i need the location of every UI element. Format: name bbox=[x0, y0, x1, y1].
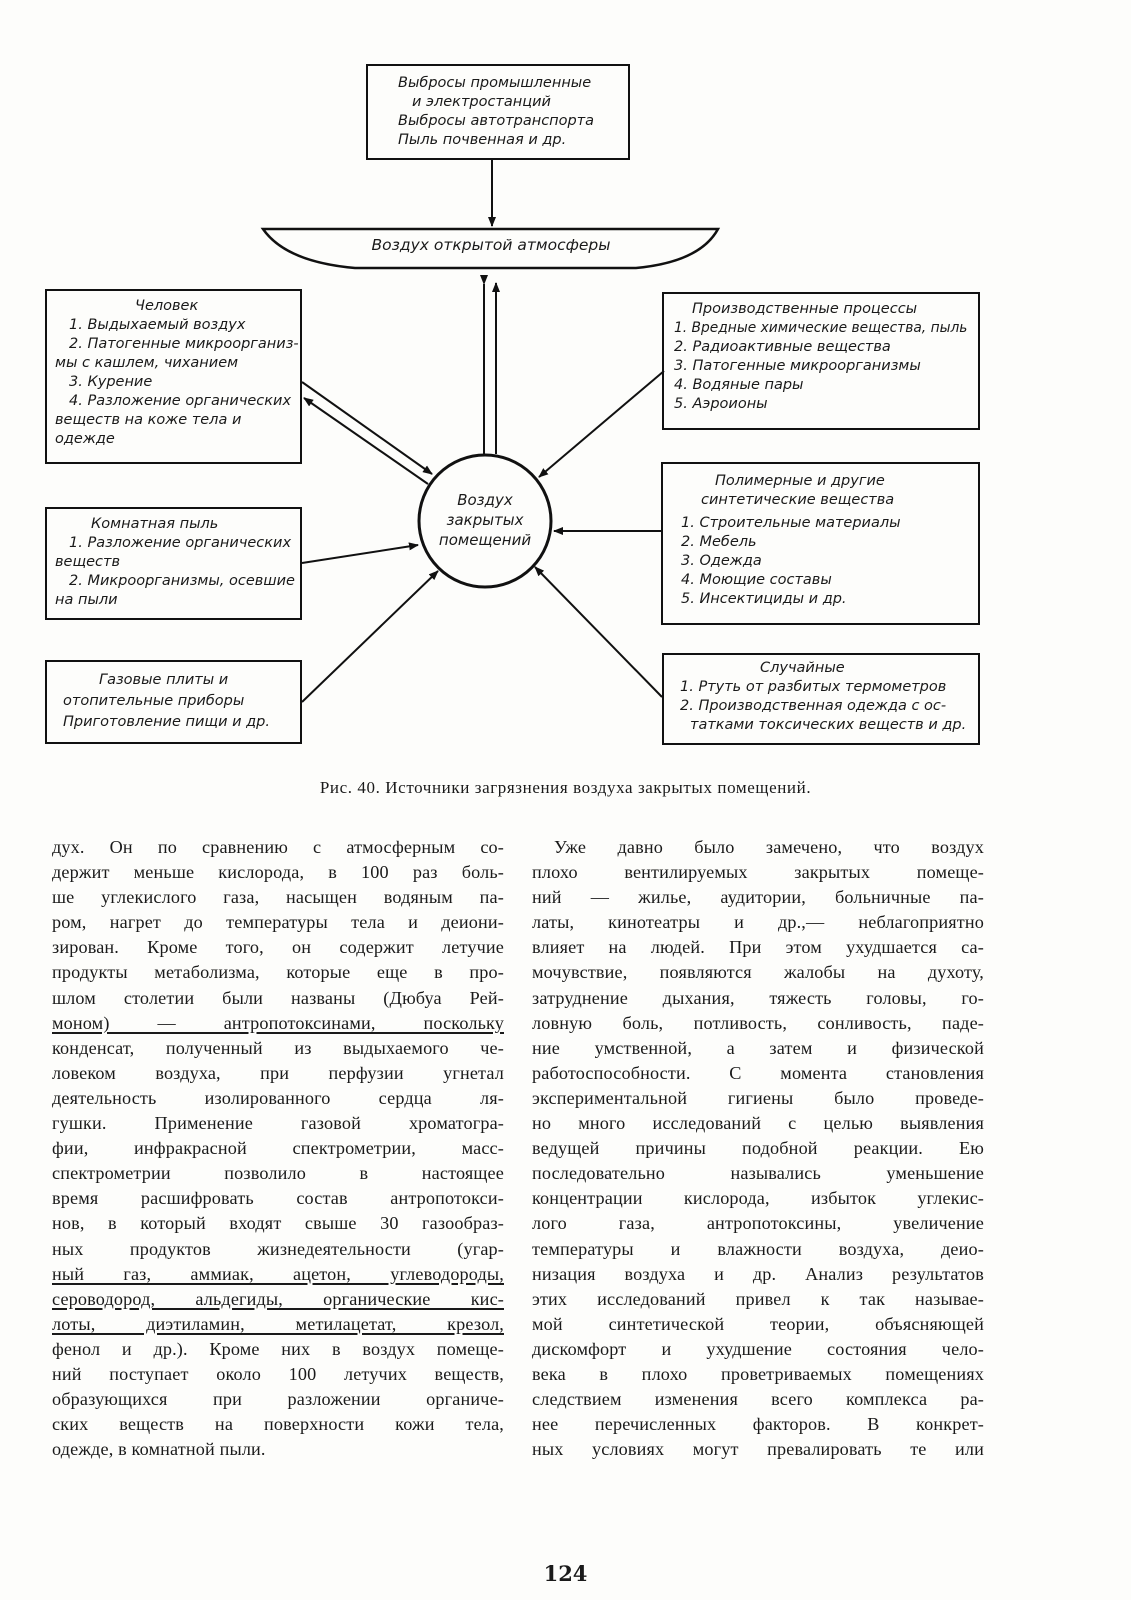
arrow-gas-to-circle bbox=[302, 571, 438, 702]
left-line: фенол и др.). Кроме них в воздух помеще- bbox=[52, 1338, 504, 1359]
dust-item-1a: 1. Разложение органических bbox=[69, 535, 292, 551]
human-item-1: 1. Выдыхаемый воздух bbox=[69, 317, 246, 333]
arrow-production-to-circle bbox=[539, 371, 664, 477]
box-room-dust bbox=[45, 507, 302, 620]
right-line: следствием изменения всего комплекса ра- bbox=[532, 1389, 984, 1410]
accidental-item-2b: татками токсических веществ и др. bbox=[690, 717, 967, 733]
right-line: мочувствие, появляются жалобы на духоту, bbox=[532, 962, 984, 983]
center-line-2: закрытых bbox=[446, 511, 524, 529]
human-item-3: 3. Курение bbox=[69, 374, 153, 390]
left-line: нов, в который входят свыше 30 газообраз- bbox=[52, 1213, 504, 1234]
center-line-3: помещений bbox=[438, 531, 532, 549]
polymer-title-2: синтетические вещества bbox=[701, 492, 895, 508]
production-item-4: 4. Водяные пары bbox=[674, 377, 804, 393]
dust-item-2a: 2. Микроорганизмы, осевшие bbox=[69, 573, 295, 589]
arrow-dust-to-circle bbox=[302, 545, 418, 563]
polymer-title-1: Полимерные и другие bbox=[715, 473, 885, 489]
right-line: лого газа, антропотоксины, увеличение bbox=[532, 1213, 984, 1234]
right-line: но много исследований с целью выявления bbox=[532, 1113, 984, 1134]
arrow-accidental-to-circle bbox=[535, 567, 662, 697]
right-line: нее перечисленных факторов. В конкрет- bbox=[532, 1414, 984, 1435]
left-line: деятельность изолированного сердца ля- bbox=[52, 1087, 504, 1108]
accidental-title: Случайные bbox=[760, 660, 845, 676]
left-text-column bbox=[52, 835, 504, 1462]
left-line: ром, нагрет до температуры тела и деиони- bbox=[52, 912, 504, 933]
right-line: мой синтетической теории, объясняющей bbox=[532, 1313, 984, 1334]
human-item-2a: 2. Патогенные микроорганиз- bbox=[69, 336, 299, 352]
right-line: дискомфорт и ухудшение состояния чело- bbox=[532, 1338, 984, 1359]
left-line: лоты, диэтиламин, метилацетат, крезол, bbox=[52, 1313, 504, 1334]
right-line: затруднение дыхания, тяжесть головы, го- bbox=[532, 987, 984, 1008]
right-line: Уже давно было замечено, что воздух bbox=[554, 837, 984, 857]
left-line: зирован. Кроме того, он содержит летучие bbox=[52, 937, 504, 958]
dust-item-1b: веществ bbox=[55, 554, 121, 570]
box-outdoor-sources bbox=[366, 64, 630, 160]
top-line-1: Выбросы промышленные bbox=[398, 75, 592, 91]
right-line: температуры и влажности воздуха, деио- bbox=[532, 1238, 984, 1259]
human-title: Человек bbox=[135, 298, 199, 314]
right-line: работоспособности. С момента становления bbox=[532, 1062, 984, 1083]
polymer-item-4: 4. Моющие составы bbox=[681, 572, 832, 588]
left-line: время расшифровать состав антропотокси- bbox=[52, 1188, 504, 1209]
human-item-2b: мы с кашлем, чиханием bbox=[55, 355, 239, 371]
human-item-4c: одежде bbox=[55, 431, 115, 447]
left-line: сероводород, альдегиды, органические кис- bbox=[52, 1288, 504, 1309]
left-line: продукты метаболизма, которые еще в про- bbox=[52, 962, 504, 983]
polymer-item-1: 1. Строительные материалы bbox=[681, 515, 901, 531]
left-line: шлом столетии были названы (Дюбуа Рей- bbox=[52, 987, 504, 1008]
left-line: ловеком воздуха, при перфузии угнетал bbox=[52, 1062, 504, 1083]
left-line: держит меньше кислорода, в 100 раз боль- bbox=[52, 862, 504, 883]
left-line: ний поступает около 100 летучих веществ, bbox=[52, 1363, 504, 1384]
production-title: Производственные процессы bbox=[692, 301, 918, 317]
left-line: образующихся при разложении органиче- bbox=[52, 1389, 504, 1410]
left-line: фии, инфракрасной спектрометрии, масс- bbox=[52, 1138, 504, 1159]
production-item-2: 2. Радиоактивные вещества bbox=[674, 339, 891, 355]
right-line: низация воздуха и др. Анализ результатов bbox=[532, 1263, 984, 1284]
box-production bbox=[662, 292, 980, 430]
left-line: гушки. Применение газовой хроматогра- bbox=[52, 1113, 504, 1134]
right-line: этих исследований привел к так называе- bbox=[532, 1288, 984, 1309]
right-line: ний — жилье, аудитории, больничные па- bbox=[532, 887, 984, 908]
center-label bbox=[429, 490, 541, 550]
right-line: ведущей причины подобной реакции. Ею bbox=[532, 1138, 984, 1159]
left-line: конденсат, полученный из выдыхаемого че- bbox=[52, 1037, 504, 1058]
human-item-4a: 4. Разложение органических bbox=[69, 393, 292, 409]
human-item-4b: веществ на коже тела и bbox=[55, 412, 242, 428]
top-line-2: и электростанций bbox=[412, 94, 551, 110]
bowl-label: Воздух открытой атмосферы bbox=[371, 236, 611, 254]
left-line: одежде, в комнатной пыли. bbox=[52, 1439, 266, 1460]
gas-line-2: отопительные приборы bbox=[63, 693, 245, 709]
box-polymers bbox=[661, 462, 980, 625]
left-line: ных продуктов жизнедеятельности (угар- bbox=[52, 1238, 504, 1259]
top-line-3: Выбросы автотранспорта bbox=[398, 113, 595, 129]
right-line: концентрации кислорода, избыток углекис- bbox=[532, 1188, 984, 1209]
top-line-4: Пыль почвенная и др. bbox=[398, 132, 567, 148]
right-line: ние умственной, а затем и физической bbox=[532, 1037, 984, 1058]
arrow-human-to-circle bbox=[302, 382, 432, 474]
left-line: моном) — антропотоксинами, поскольку bbox=[52, 1012, 504, 1033]
arrow-circle-to-human bbox=[304, 398, 428, 484]
dust-item-2b: на пыли bbox=[55, 592, 118, 608]
box-accidental bbox=[662, 653, 980, 745]
polymer-item-2: 2. Мебель bbox=[681, 534, 757, 550]
right-line: влияет на людей. При этом ухудшается са- bbox=[532, 937, 984, 958]
left-line: ный газ, аммиак, ацетон, углеводороды, bbox=[52, 1263, 504, 1284]
dust-title: Комнатная пыль bbox=[91, 516, 219, 532]
production-item-1: 1. Вредные химические вещества, пыль bbox=[674, 320, 968, 336]
accidental-item-1: 1. Ртуть от разбитых термометров bbox=[680, 679, 947, 695]
production-item-5: 5. Аэроионы bbox=[674, 396, 768, 412]
polymer-item-5: 5. Инсектициды и др. bbox=[681, 591, 847, 607]
left-line: дух. Он по сравнению с атмосферным со- bbox=[52, 837, 504, 857]
gas-line-3: Приготовление пищи и др. bbox=[63, 714, 270, 730]
right-line: последовательно назывались уменьшение bbox=[532, 1163, 984, 1184]
right-line: ловную боль, потливость, сонливость, паде- bbox=[532, 1012, 984, 1033]
polymer-item-3: 3. Одежда bbox=[681, 553, 762, 569]
box-gas-stoves bbox=[45, 660, 302, 744]
production-item-3: 3. Патогенные микроорганизмы bbox=[674, 358, 921, 374]
page-number: 124 bbox=[543, 1561, 588, 1586]
right-line: ных условиях могут превалировать те или bbox=[532, 1439, 984, 1460]
accidental-item-2a: 2. Производственная одежда с ос- bbox=[680, 698, 947, 714]
center-line-1: Воздух bbox=[457, 491, 513, 509]
right-text-column bbox=[532, 835, 984, 1462]
right-line: плохо вентилируемых закрытых помеще- bbox=[532, 862, 984, 883]
right-line: экспериментальной гигиены было проведе- bbox=[532, 1087, 984, 1108]
left-line: спектрометрии позволило в настоящее bbox=[52, 1163, 504, 1184]
left-line: ше углекислого газа, насыщен водяным па- bbox=[52, 887, 504, 908]
right-line: латы, кинотеатры и др.,— неблагоприятно bbox=[532, 912, 984, 933]
figure-caption: Рис. 40. Источники загрязнения воздуха закрытых помещений. bbox=[319, 778, 812, 797]
left-line: ских веществ на поверхности кожи тела, bbox=[52, 1414, 504, 1435]
right-line: века в плохо проветриваемых помещениях bbox=[532, 1363, 984, 1384]
box-human bbox=[45, 289, 302, 464]
gas-line-1: Газовые плиты и bbox=[99, 672, 229, 688]
